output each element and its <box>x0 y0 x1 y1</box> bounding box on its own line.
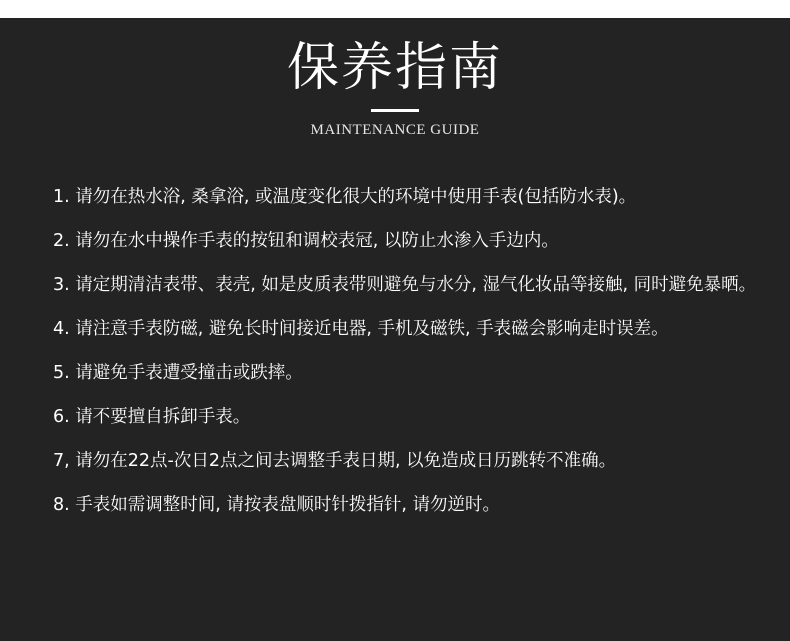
list-item: 2. 请勿在水中操作手表的按钮和调校表冠, 以防止水渗入手边内。 <box>53 231 559 251</box>
maintenance-list <box>53 175 773 527</box>
list-item: 3. 请定期清洁表带、表壳, 如是皮质表带则避免与水分, 湿气化妆品等接触, 同时避免暴晒。 <box>53 275 757 295</box>
list-item: 4. 请注意手表防磁, 避免长时间接近电器, 手机及磁铁, 手表磁会影响走时误差。 <box>53 319 669 339</box>
title-divider <box>371 109 419 112</box>
list-item: 6. 请不要擅自拆卸手表。 <box>53 407 251 427</box>
list-item: 8. 手表如需调整时间, 请按表盘顺时针拨指针, 请勿逆时。 <box>53 495 501 515</box>
list-item: 1. 请勿在热水浴, 桑拿浴, 或温度变化很大的环境中使用手表(包括防水表)。 <box>53 187 637 207</box>
page-subtitle: MAINTENANCE GUIDE <box>310 122 480 138</box>
list-item: 7, 请勿在22点-次日2点之间去调整手表日期, 以免造成日历跳转不准确。 <box>53 451 617 471</box>
list-item: 5. 请避免手表遭受撞击或跌摔。 <box>53 363 303 383</box>
page-title: 保养指南 <box>286 38 503 98</box>
